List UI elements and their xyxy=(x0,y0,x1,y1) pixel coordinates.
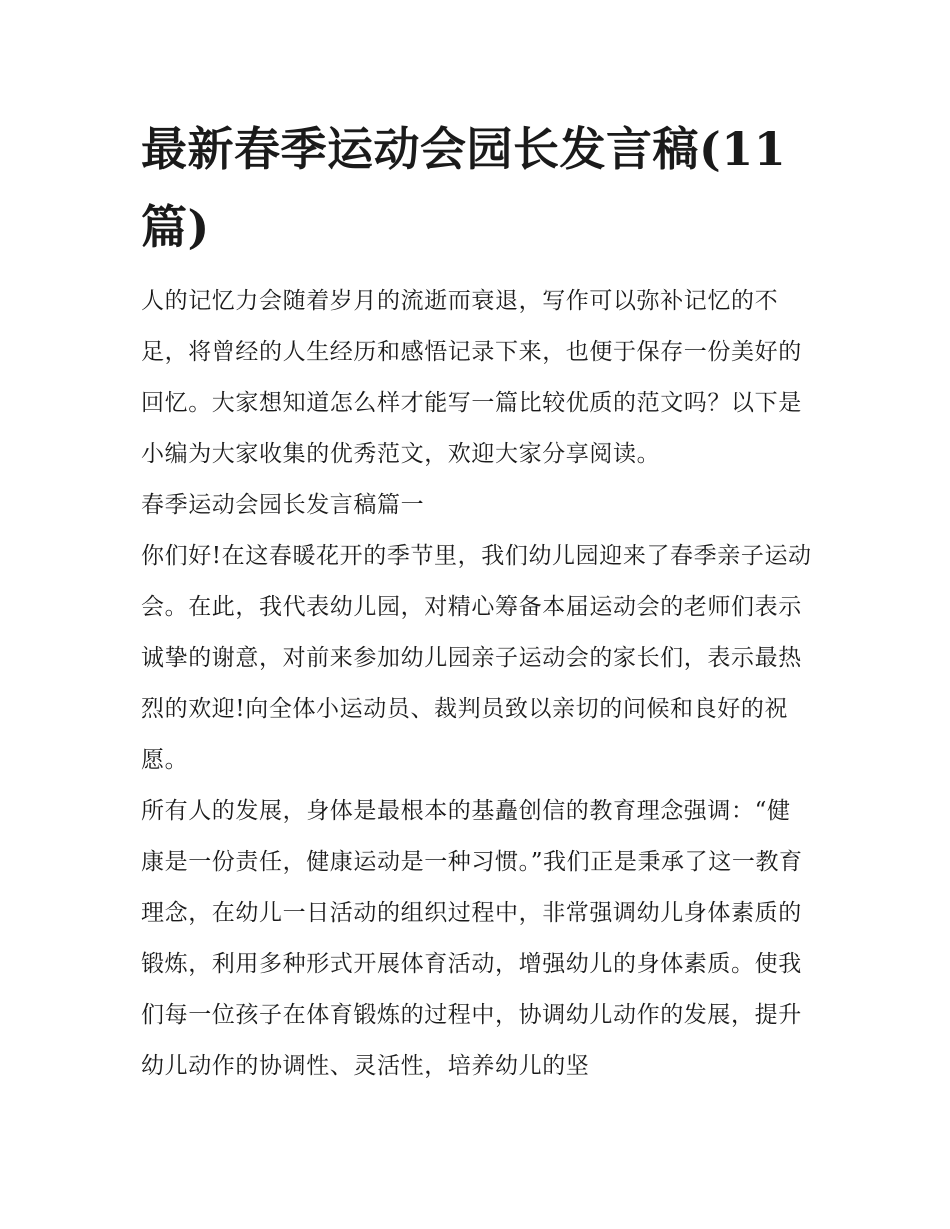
body-paragraph-1: 你们好!在这春暖花开的季节里，我们幼儿园迎来了春季亲子运动会。在此，我代表幼儿园，对精心筹备本届运动会的老师们表示诚挚的谢意，对前来参加幼儿园亲子运动会的家长们，表示最热烈的欢迎!向全体小运动员、裁判员致以亲切的问候和良好的祝愿。 xyxy=(141,543,812,773)
intro-paragraph: 人的记忆力会随着岁月的流逝而衰退，写作可以弥补记忆的不足，将曾经的人生经历和感悟记录下来，也便于保存一份美好的回忆。大家想知道怎么样才能写一篇比较优质的范文吗？以下是小编为大家收集的优秀范文，欢迎大家分享阅读。 xyxy=(141,288,802,467)
body-paragraph-2: 所有人的发展，身体是最根本的基矗创信的教育理念强调：“健康是一份责任，健康运动是一种习惯。”我们正是秉承了这一教育理念，在幼儿一日活动的组织过程中，非常强调幼儿身体素质的锻炼，利用多种形式开展体育活动，增强幼儿的身体素质。使我们每一位孩子在体育锻炼的过程中，协调幼儿动作的发展，提升幼儿动作的协调性、灵活性，培养幼儿的坚 xyxy=(141,798,803,1079)
document-title: 最新春季运动会园长发言稿(11篇) xyxy=(141,122,787,254)
section-heading: 春季运动会园长发言稿篇一 xyxy=(141,492,425,518)
document-body xyxy=(141,276,812,1092)
